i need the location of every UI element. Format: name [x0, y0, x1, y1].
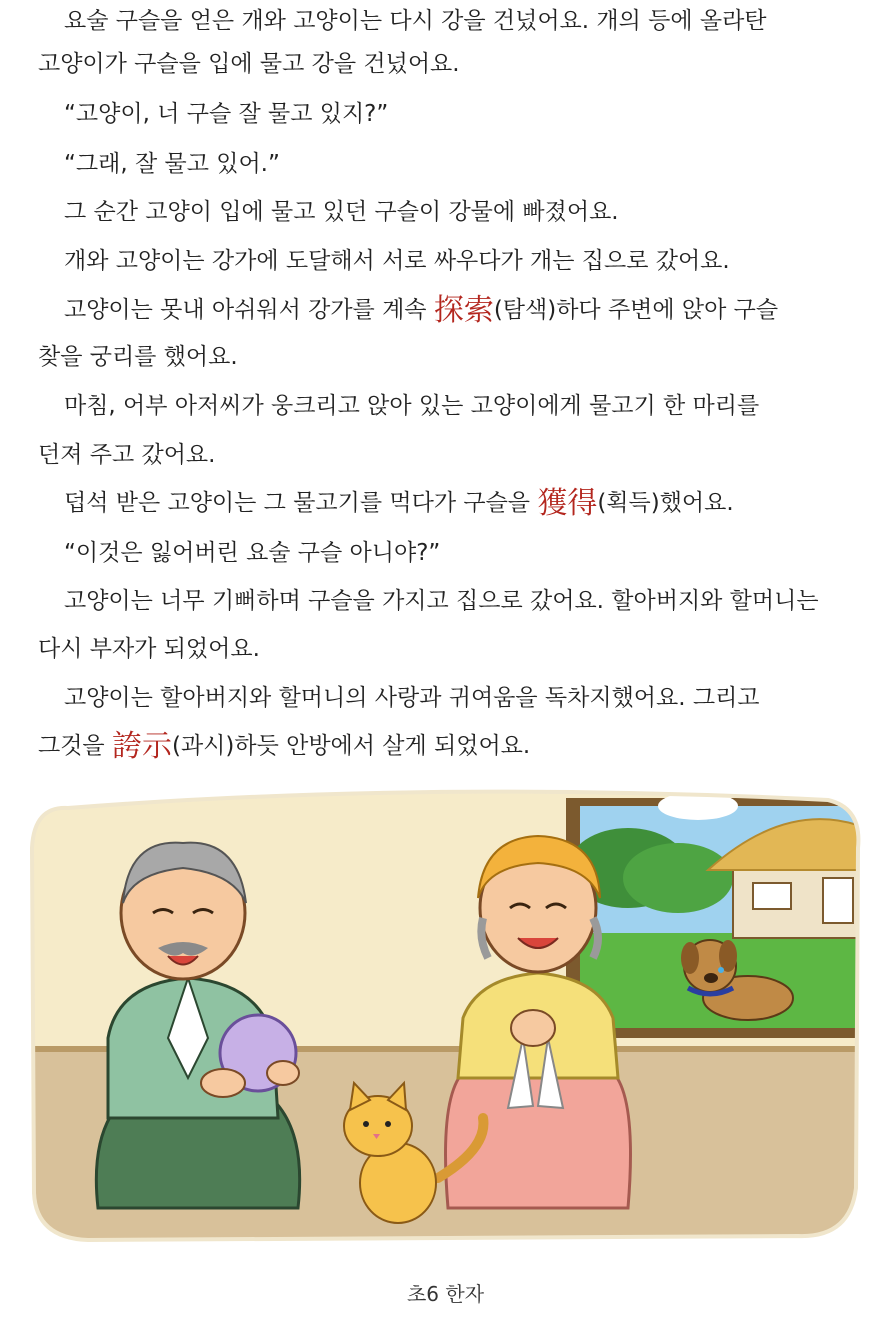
dialogue-line: “이것은 잃어버린 요술 구슬 아니야?” [64, 540, 441, 566]
window [566, 792, 862, 1038]
story-sentence: 고양이는 너무 기뻐하며 구슬을 가지고 집으로 갔어요. 할아버지와 할머니는 [64, 588, 819, 614]
story-line [38, 4, 884, 38]
story-sentence: 마침, 어부 아저씨가 웅크리고 앉아 있는 고양이에게 물고기 한 마리를 [64, 393, 760, 419]
story-line [38, 729, 858, 764]
story-line [38, 536, 884, 570]
story-line [38, 47, 858, 81]
story-line [38, 486, 884, 521]
story-sentence: 요술 구슬을 얻은 개와 고양이는 다시 강을 건넜어요. 개의 등에 올라탄 [64, 8, 767, 34]
story-sentence: 찾을 궁리를 했어요. [38, 344, 238, 370]
story-line [38, 340, 858, 374]
story-sentence: 덥석 받은 고양이는 그 물고기를 먹다가 구슬을 [64, 490, 538, 516]
hanja-word: 獲得 [537, 486, 598, 521]
story-sentence: 다시 부자가 되었어요. [38, 636, 260, 662]
story-line [38, 195, 884, 229]
dialogue-line: “고양이, 너 구슬 잘 물고 있지?” [64, 101, 389, 127]
story-sentence: (획득)했어요. [597, 490, 734, 516]
story-line [38, 293, 884, 328]
story-sentence: (과시)하듯 안방에서 살게 되었어요. [171, 733, 531, 759]
story-line [38, 244, 884, 278]
story-sentence: 그 순간 고양이 입에 물고 있던 구슬이 강물에 빠졌어요. [64, 199, 619, 225]
hanja-word: 誇示 [111, 729, 172, 764]
story-sentence: 고양이는 못내 아쉬워서 강가를 계속 [64, 297, 434, 323]
dialogue-line: “그래, 잘 물고 있어.” [64, 151, 280, 177]
story-sentence: 고양이가 구슬을 입에 물고 강을 건넜어요. [38, 51, 460, 77]
story-line [38, 147, 884, 181]
story-line [38, 681, 884, 715]
page-footer: 초6 한자 [406, 1282, 485, 1306]
hanja-word: 探索 [433, 293, 494, 328]
story-sentence: 던져 주고 갔어요. [38, 442, 216, 468]
story-sentence: 고양이는 할아버지와 할머니의 사랑과 귀여움을 독차지했어요. 그리고 [64, 685, 760, 711]
story-sentence: (탐색)하다 주변에 앉아 구슬 [493, 297, 779, 323]
story-line [38, 632, 858, 666]
story-illustration [28, 788, 862, 1243]
story-line [38, 97, 884, 131]
story-line [38, 584, 884, 618]
story-line [38, 389, 884, 423]
story-sentence: 개와 고양이는 강가에 도달해서 서로 싸우다가 개는 집으로 갔어요. [64, 248, 730, 274]
story-sentence: 그것을 [38, 733, 112, 759]
story-line [38, 438, 858, 472]
